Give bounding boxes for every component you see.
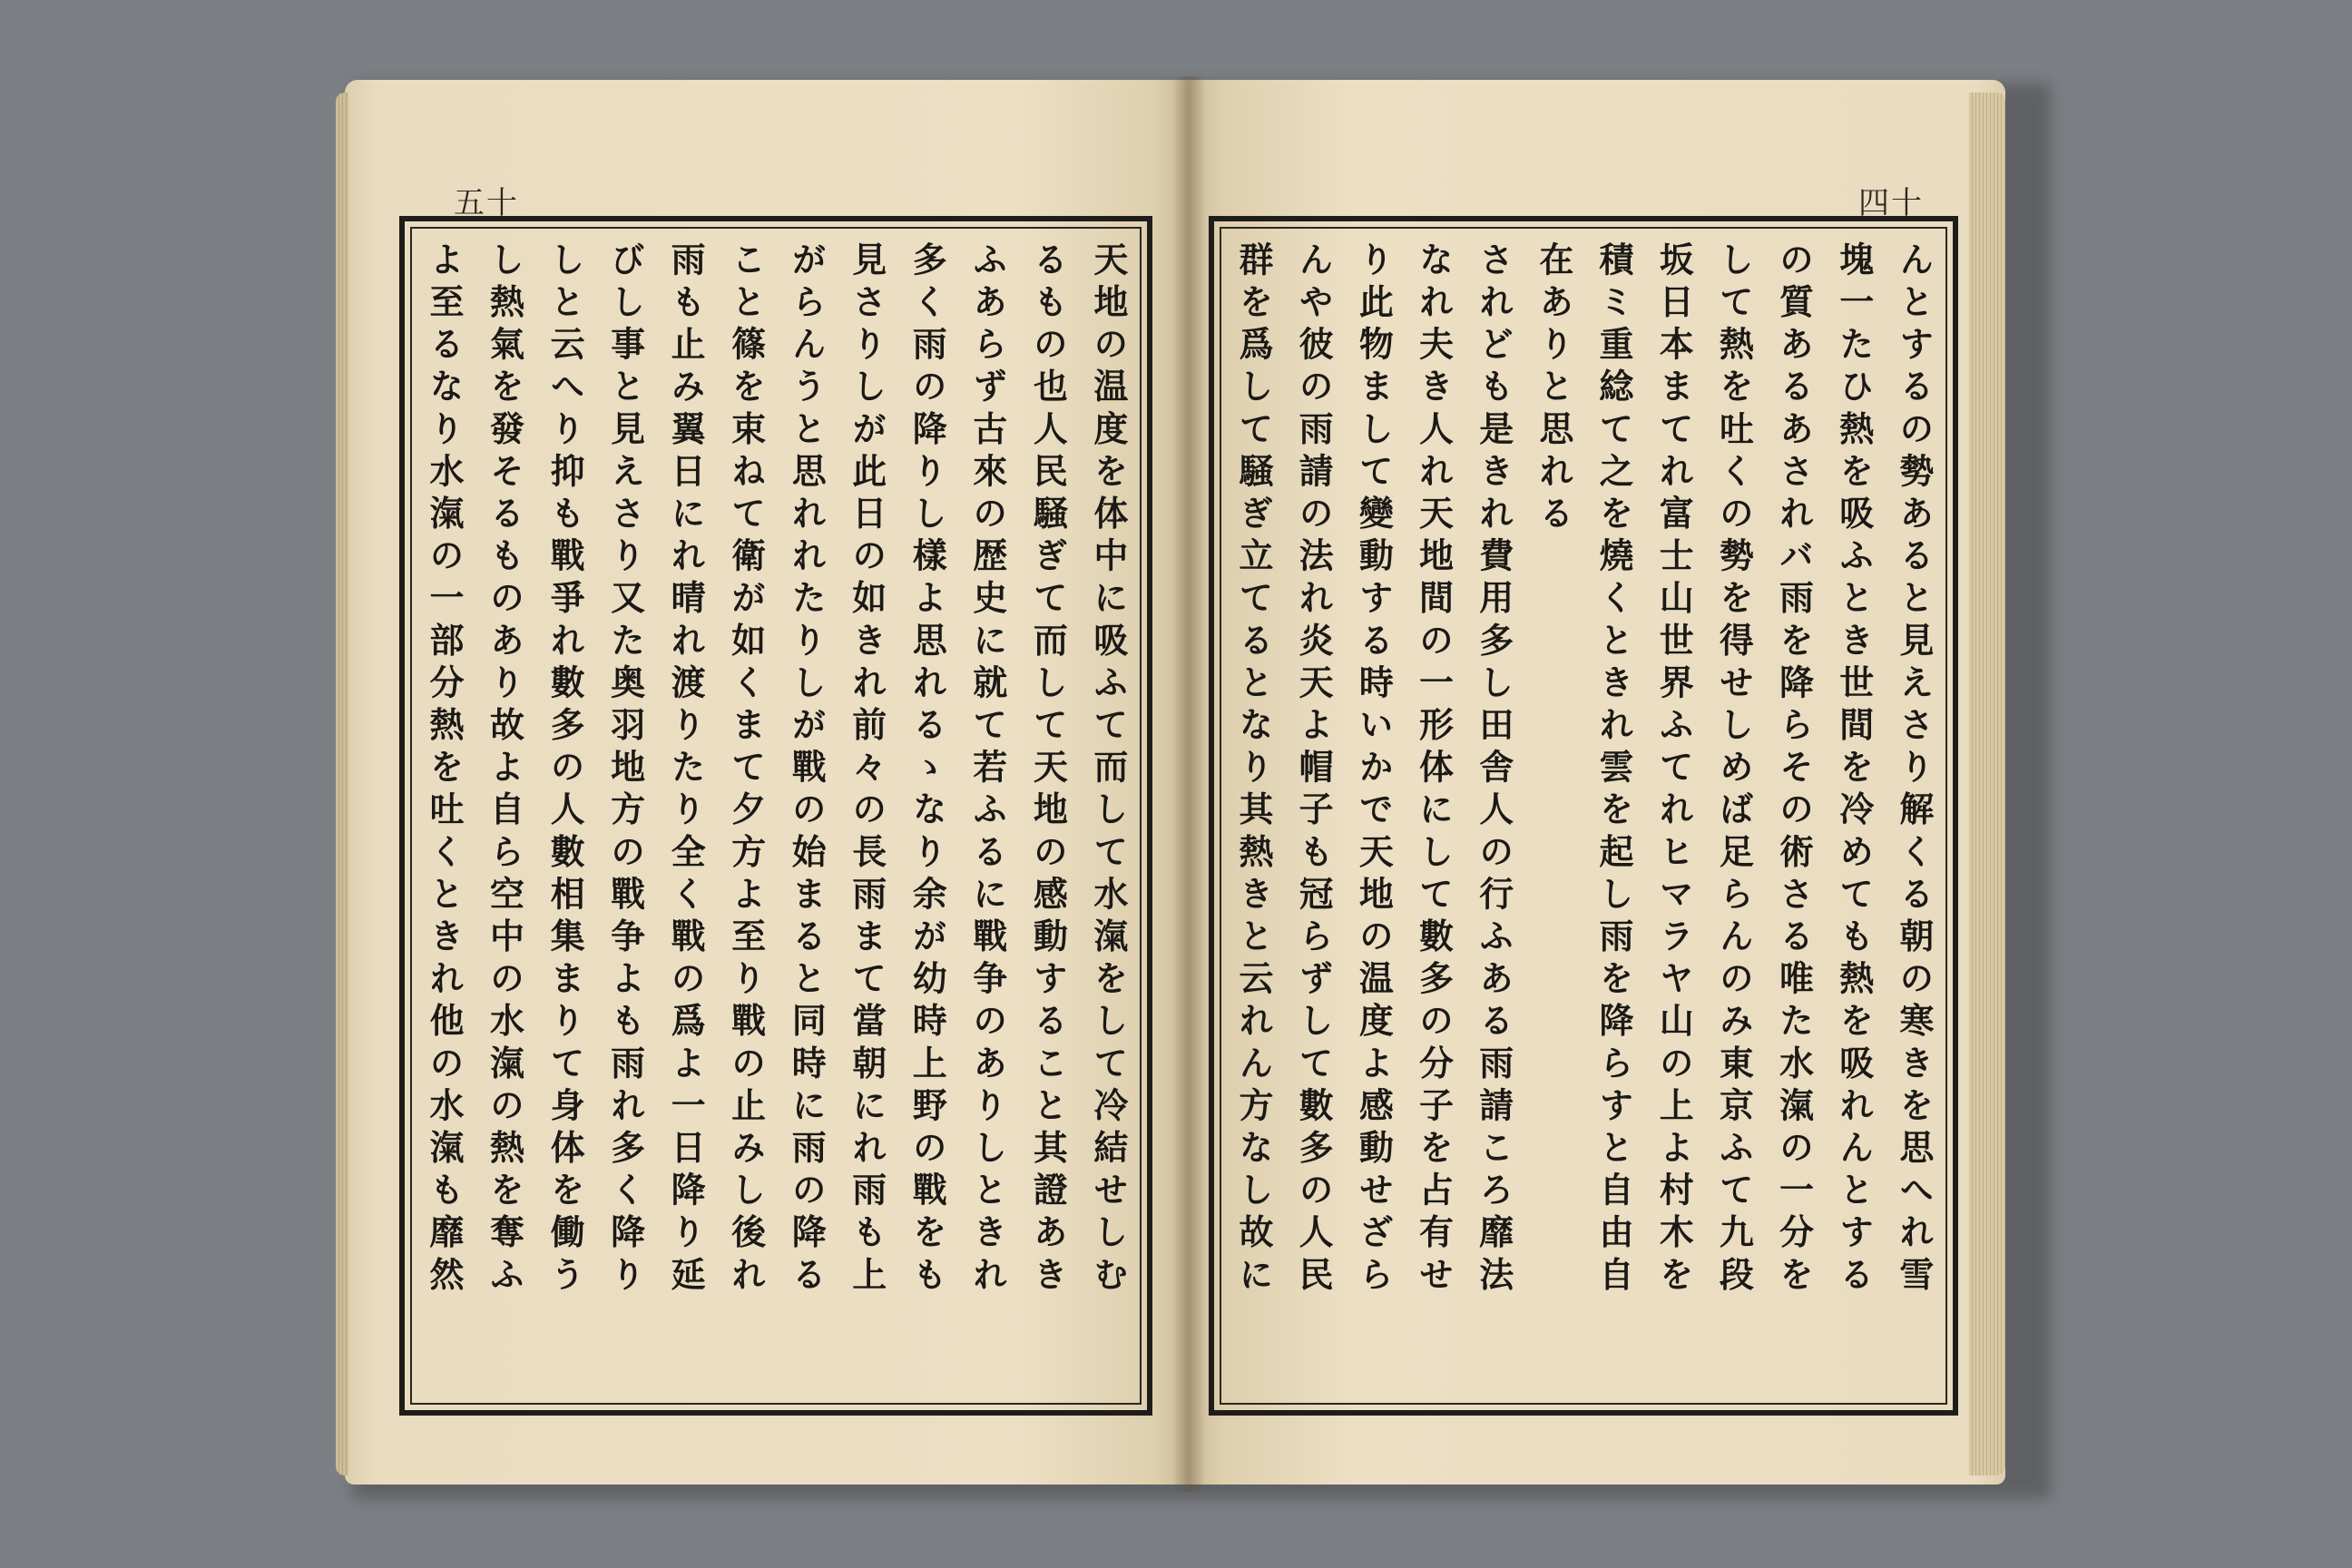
book-spine-crease [1172,76,1205,1492]
left-text-frame [399,216,1152,1416]
left-column-6: がらんうと思れれたりしが戰の始まると同時に雨の降る [786,241,828,1298]
left-page-number: 五十 [454,185,519,221]
left-column-1: 天地の温度を体中に吸ふて而して水滊をして冷結せしむ [1087,241,1129,1298]
left-page-edges [336,93,348,1475]
left-column-8: 雨も止み翼日にれ晴れ渡りたり全く戰の爲よ一日降り延 [665,241,707,1298]
open-book [345,76,2042,1492]
left-column-3: ふあらず古來の歴史に就て若ふるに戰争のありしときれ [966,241,1008,1298]
left-column-12: よ至るなり水滊の一部分熱を吐くときれ他の水滊も靡然 [424,241,465,1298]
right-page-edges [1969,93,2005,1475]
right-column-8: されども是きれ費用多し田舎人の行ふある雨請ころ靡法 [1473,241,1514,1298]
right-column-2: 塊一たひ熱を吸ふとき世間を冷めても熱を吸れんとする [1833,241,1875,1298]
right-column-3: の質あるあされバ雨を降らその術さる唯た水滊の一分を [1773,241,1815,1298]
left-column-10: しと云へり抑も戰爭れ數多の人數相集まりて身体を働う [544,241,586,1298]
right-column-10: り此物まして變動する時いかで天地の温度よ感動せざら [1353,241,1395,1298]
right-text-frame [1209,216,1958,1416]
right-text-columns [1233,241,1935,1390]
right-column-9: なれ夫き人れ天地間の一形体にして數多の分子を占有せ [1413,241,1455,1298]
left-column-7: こと篠を束ねて衛が如くまて夕方よ至り戰の止みし後れ [725,241,767,1298]
left-column-5: 見さりしが此日の如きれ前々の長雨まて當朝にれ雨も上 [846,241,887,1298]
right-column-11: んや彼の雨請の法れ炎天よ帽子も冠らずして數多の人民 [1293,241,1335,1298]
left-page [345,80,1189,1485]
right-column-12: 群を爲して騒ぎ立てるとなり其熱きと云れん方なし故に [1233,241,1274,1298]
right-page [1189,80,2005,1485]
right-column-6: 積ミ重𦁤て之を燒くときれ雲を起し雨を降らすと自由自 [1593,241,1635,1298]
right-column-1: んとするの勢あると見えさり解くる朝の寒きを思へれ雪 [1893,241,1935,1298]
right-column-4: して熱を吐くの勢を得せしめば足らんのみ東京ふて九段 [1713,241,1755,1298]
right-column-5: 坂日本まてれ富士山世界ふてれヒマラヤ山の上よ村木を [1653,241,1695,1298]
left-column-11: し熱氣を發そるものあり故よ自ら空中の水滊の熱を奪ふ [484,241,525,1298]
left-column-9: びし事と見えさり又た奥羽地方の戰争よも雨れ多く降り [604,241,646,1298]
left-column-4: 多く雨の降りし樣よ思れるゝなり余が幼時上野の戰をも [906,241,948,1298]
right-page-number: 四十 [1858,185,1924,221]
left-text-columns [424,241,1129,1390]
left-column-2: るもの也人民騒ぎて而して天地の感動すること其證あき [1027,241,1069,1298]
right-column-7: 在ありと思れる [1533,241,1574,538]
